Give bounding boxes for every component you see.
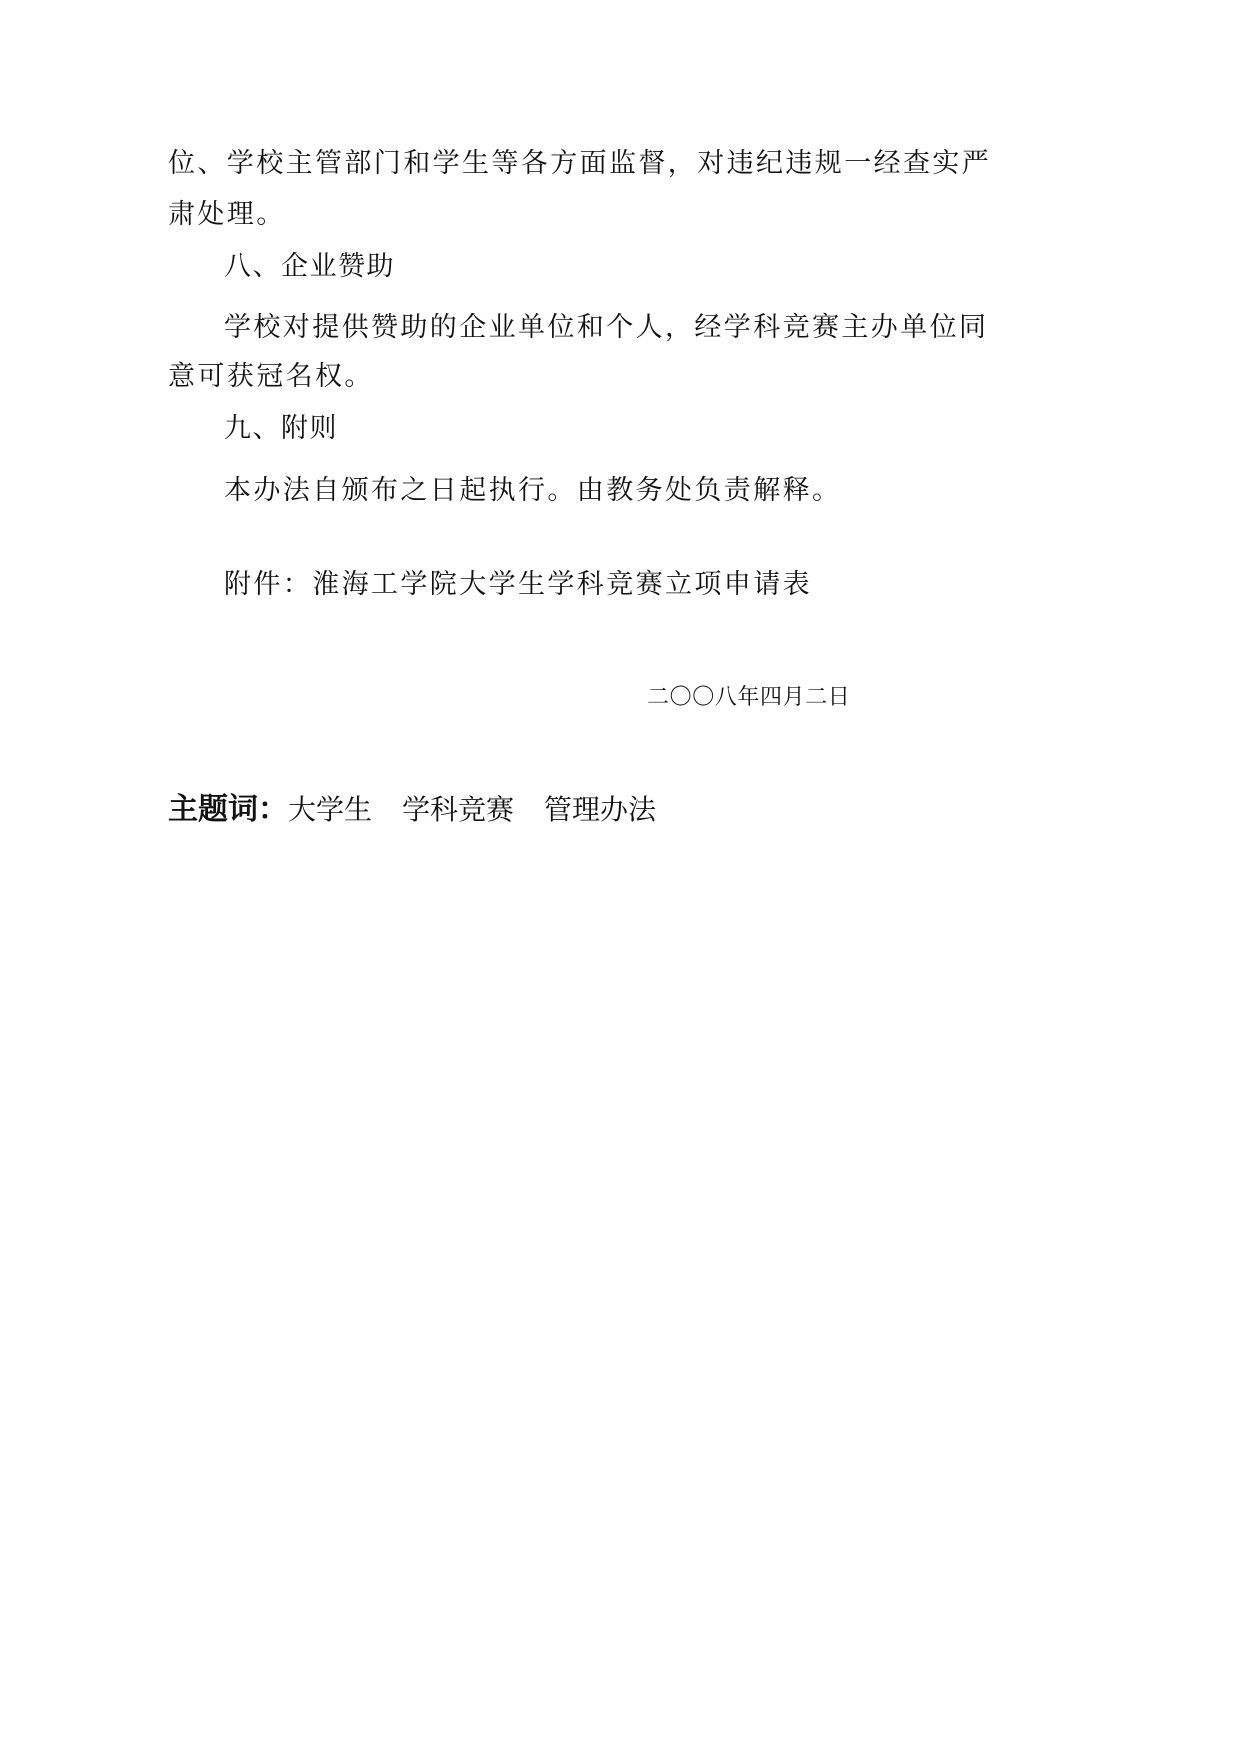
keywords-label: 主题词： [168, 792, 288, 827]
keyword-item: 管理办法 [544, 793, 657, 826]
paragraph-line: 位、学校主管部门和学生等各方面监督，对违纪违规一经查实严 [168, 148, 992, 179]
keyword-item: 学科竞赛 [402, 793, 515, 826]
paragraph-line: 肃处理。 [168, 199, 286, 230]
document-date: 二〇〇八年四月二日 [647, 685, 851, 710]
paragraph-line: 本办法自颁布之日起执行。由教务处负责解释。 [224, 475, 842, 506]
attachment-line: 附件：淮海工学院大学生学科竞赛立项申请表 [224, 569, 812, 600]
keywords-row [168, 792, 686, 827]
paragraph-line: 学校对提供赞助的企业单位和个人，经学科竞赛主办单位同 [224, 312, 989, 343]
paragraph-line: 意可获冠名权。 [168, 361, 374, 392]
section-heading: 九、附则 [224, 413, 338, 444]
section-heading: 八、企业赞助 [224, 251, 395, 282]
keyword-item: 大学生 [288, 793, 373, 826]
